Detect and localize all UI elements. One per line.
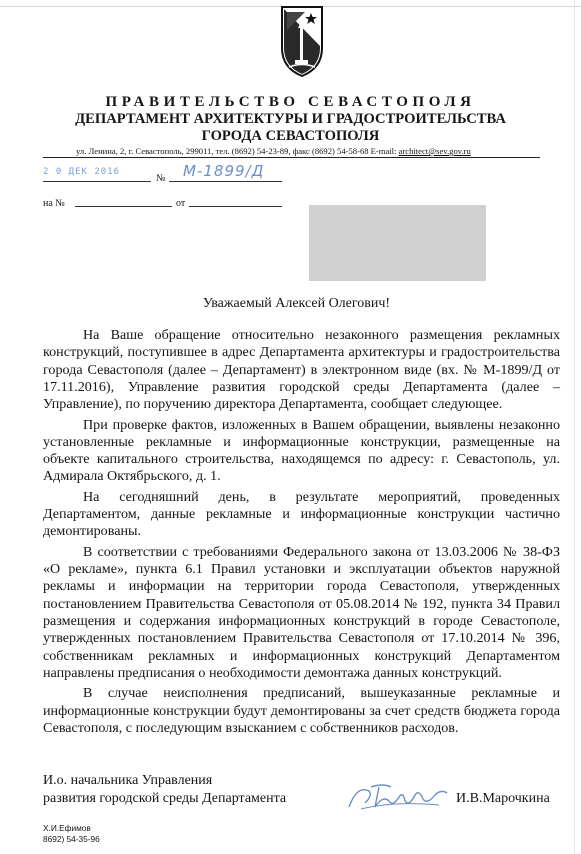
header-divider	[43, 157, 540, 158]
org-line-department: ДЕПАРТАМЕНТ АРХИТЕКТУРЫ И ГРАДОСТРОИТЕЛЬСТВА	[75, 111, 506, 127]
date-field-line	[43, 181, 151, 182]
handwritten-reg-number: М-1899/Д	[183, 162, 265, 180]
org-line-government: ПРАВИТЕЛЬСТВО СЕВАСТОПОЛЯ	[105, 94, 476, 110]
paragraph: В случае неисполнения предписаний, вышеуказанные рекламные и информационные конструкции будут демонтированы за счет средств бюджета города Севастополя, с последующим взысканием с собственников расходов.	[43, 685, 560, 736]
paragraph: В соответствии с требованиями Федерального закона от 13.03.2006 № 38-ФЗ «О рекламе», пункта 6.1 Правил установки и эксплуатации объектов наружной рекламы и информации на территории города Севастополя, утвержденных постановлением Правительства Севастополя от 05.08.2014 № 192, пункта 34 Правил размещения и содержания информационных конструкций в городе Севастополе, утвержденных постановлением Правительства Севастополя от 17.10.2014 № 396, собственникам рекламных и информационных конструкций Департаментом направлены предписания о необходимости демонтажа данных конструкций.	[43, 543, 560, 681]
signatory-position-line1: И.о. начальника Управления	[43, 773, 213, 788]
reply-to-label: на №	[43, 198, 65, 209]
number-label: №	[156, 173, 166, 184]
letter-body	[43, 327, 560, 740]
executor-name: Х.И.Ефимов	[43, 823, 91, 833]
email-link[interactable]: architect@sev.gov.ru	[398, 146, 471, 156]
sevastopol-coat-of-arms-icon	[279, 4, 325, 79]
paragraph: При проверке фактов, изложенных в Вашем обращении, выявлены незаконно установленные рекламные и информационные конструкции, размещенные на объекте капитального строительства, находящемся по адресу: г. Севастополь, ул. Адмирала Октябрьского, д. 1.	[43, 416, 560, 485]
from-field-line	[189, 206, 282, 207]
executor-phone: 8692) 54-35-96	[43, 834, 100, 844]
address-text: ул. Ленина, 2, г. Севастополь, 299011, тел. (8692) 54-23-89, факс (8692) 54-58-68 E-mail:	[76, 146, 399, 156]
paragraph: На сегодняшний день, в результате мероприятий, проведенных Департаментом, данные рекламные и информационные конструкции частично демонтированы.	[43, 488, 560, 540]
number-field-line	[169, 181, 282, 182]
signatory-position-line2: развития городской среды Департамента	[43, 791, 287, 806]
from-label: от	[176, 198, 186, 209]
paragraph: На Ваше обращение относительно незаконного размещения рекламных конструкций, поступившее в адрес Департамента архитектуры и градостроительства города Севастополя (далее – Департамент) в электронном виде (вх. № М-1899/Д от 17.11.2016), Управление развития городской среды Департамента (далее – Управление), по поручению директора Департамента, сообщает следующее.	[43, 327, 560, 413]
contact-address	[76, 146, 546, 156]
date-stamp: 2 0 ДЕК 2016	[43, 167, 121, 177]
signatory-name: И.В.Марочкина	[456, 791, 550, 806]
handwritten-signature	[343, 777, 453, 817]
org-line-city: ГОРОДА СЕВАСТОПОЛЯ	[201, 128, 380, 144]
redacted-recipient-block	[309, 205, 486, 281]
greeting: Уважаемый Алексей Олегович!	[202, 296, 391, 311]
reply-to-field-line	[75, 206, 172, 207]
